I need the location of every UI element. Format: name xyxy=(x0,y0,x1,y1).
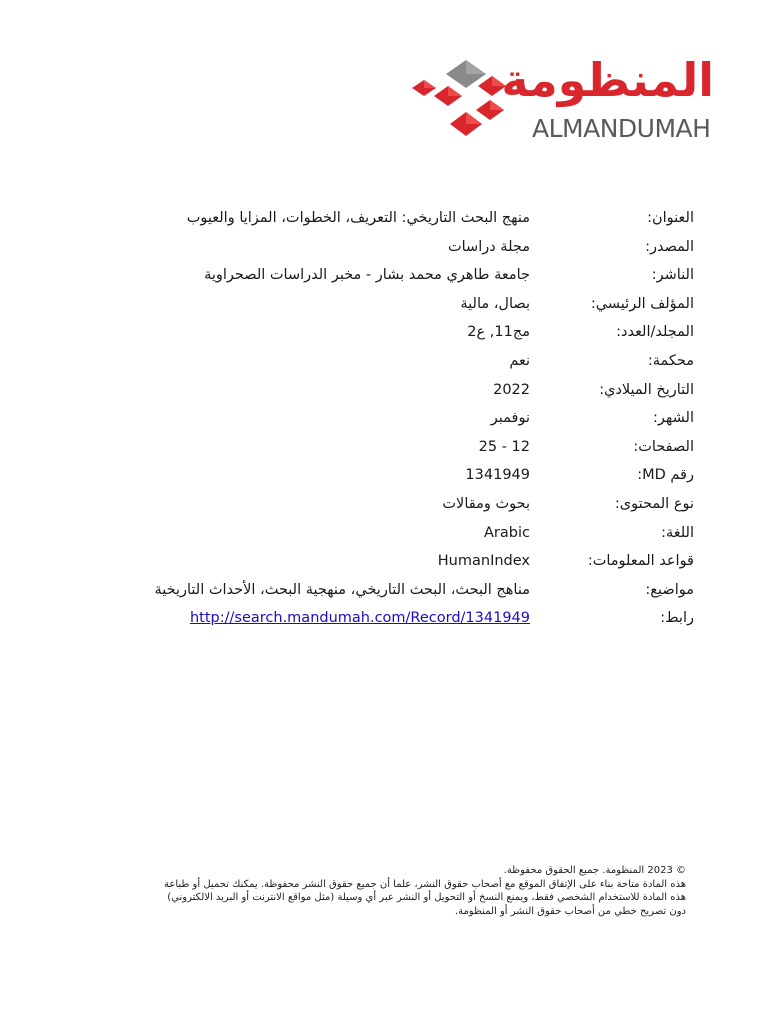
license-line: هذه المادة للاستخدام الشخصي فقط، ويمنع النسخ أو التحويل أو النشر عبر أي وسيلة (مثل مواقع الانترنت أو البريد الالكتروني) xyxy=(167,892,686,903)
record-row-title xyxy=(90,204,694,233)
record-row-month xyxy=(90,404,694,433)
field-value: جامعة طاهري محمد بشار - مخبر الدراسات الصحراوية xyxy=(204,267,530,284)
record-row-language xyxy=(90,519,694,548)
field-value: 1341949 xyxy=(465,467,530,484)
field-label: محكمة: xyxy=(647,352,694,369)
field-value: منهج البحث التاريخي: التعريف، الخطوات، المزايا والعيوب xyxy=(186,210,530,226)
field-value: Arabic xyxy=(484,524,530,541)
field-label: مواضيع: xyxy=(645,581,694,598)
field-value: HumanIndex xyxy=(437,553,530,570)
logo-arabic-text: المنظومة xyxy=(501,53,714,107)
record-row-pages xyxy=(90,433,694,462)
field-label: المؤلف الرئيسي: xyxy=(590,295,694,312)
record-row-author xyxy=(90,290,694,319)
license-line: دون تصريح خطي من أصحاب حقوق النشر أو المنظومة. xyxy=(454,905,686,917)
license-line: هذه المادة متاحة بناء على الإتفاق الموقع مع أصحاب حقوق النشر، علما أن جميع حقوق النشر محفوظة. يمكنك تحميل أو طباعة xyxy=(164,878,686,890)
record-row-source xyxy=(90,233,694,262)
field-value: نعم xyxy=(509,352,530,369)
logo-latin-text: ALMANDUMAH xyxy=(532,114,711,143)
record-metadata xyxy=(90,204,694,633)
field-value: بحوث ومقالات xyxy=(442,495,530,512)
record-row-volume-issue xyxy=(90,318,694,347)
field-label: العنوان: xyxy=(647,210,694,226)
copyright-footer xyxy=(60,864,686,918)
field-value: مجلة دراسات xyxy=(447,238,530,255)
almandumah-logo xyxy=(410,53,714,148)
field-value: مناهج البحث، البحث التاريخي، منهجية البحث، الأحداث التاريخية xyxy=(154,581,530,598)
field-value: مج11, ع2 xyxy=(467,324,530,341)
field-label: قواعد المعلومات: xyxy=(587,553,694,570)
field-label: رقم MD: xyxy=(637,467,694,484)
field-label: اللغة: xyxy=(661,524,694,541)
record-row-md-number xyxy=(90,461,694,490)
field-value: بصال، مالية xyxy=(460,295,530,312)
field-value xyxy=(90,604,530,633)
field-label: الشهر: xyxy=(653,410,694,427)
record-row-peer-reviewed xyxy=(90,347,694,376)
field-label: التاريخ الميلادي: xyxy=(599,381,694,398)
field-label: المصدر: xyxy=(645,238,694,255)
field-label: الصفحات: xyxy=(633,438,694,455)
record-link[interactable]: http://search.mandumah.com/Record/1341949 xyxy=(189,610,530,627)
field-value: 2022 xyxy=(493,381,530,398)
field-label: الناشر: xyxy=(651,267,694,284)
record-row-publisher xyxy=(90,261,694,290)
record-row-content-type xyxy=(90,490,694,519)
record-row-year xyxy=(90,376,694,405)
field-label: رابط: xyxy=(660,610,694,627)
field-label: المجلد/العدد: xyxy=(616,324,694,341)
record-row-subjects xyxy=(90,576,694,605)
field-value: 12 - 25 xyxy=(478,438,530,455)
field-label: نوع المحتوى: xyxy=(614,495,694,512)
record-row-databases xyxy=(90,547,694,576)
field-value: نوفمبر xyxy=(490,410,530,427)
copyright-line: © 2023 المنظومة. جميع الحقوق محفوظة. xyxy=(503,865,686,876)
record-row-link xyxy=(90,604,694,633)
